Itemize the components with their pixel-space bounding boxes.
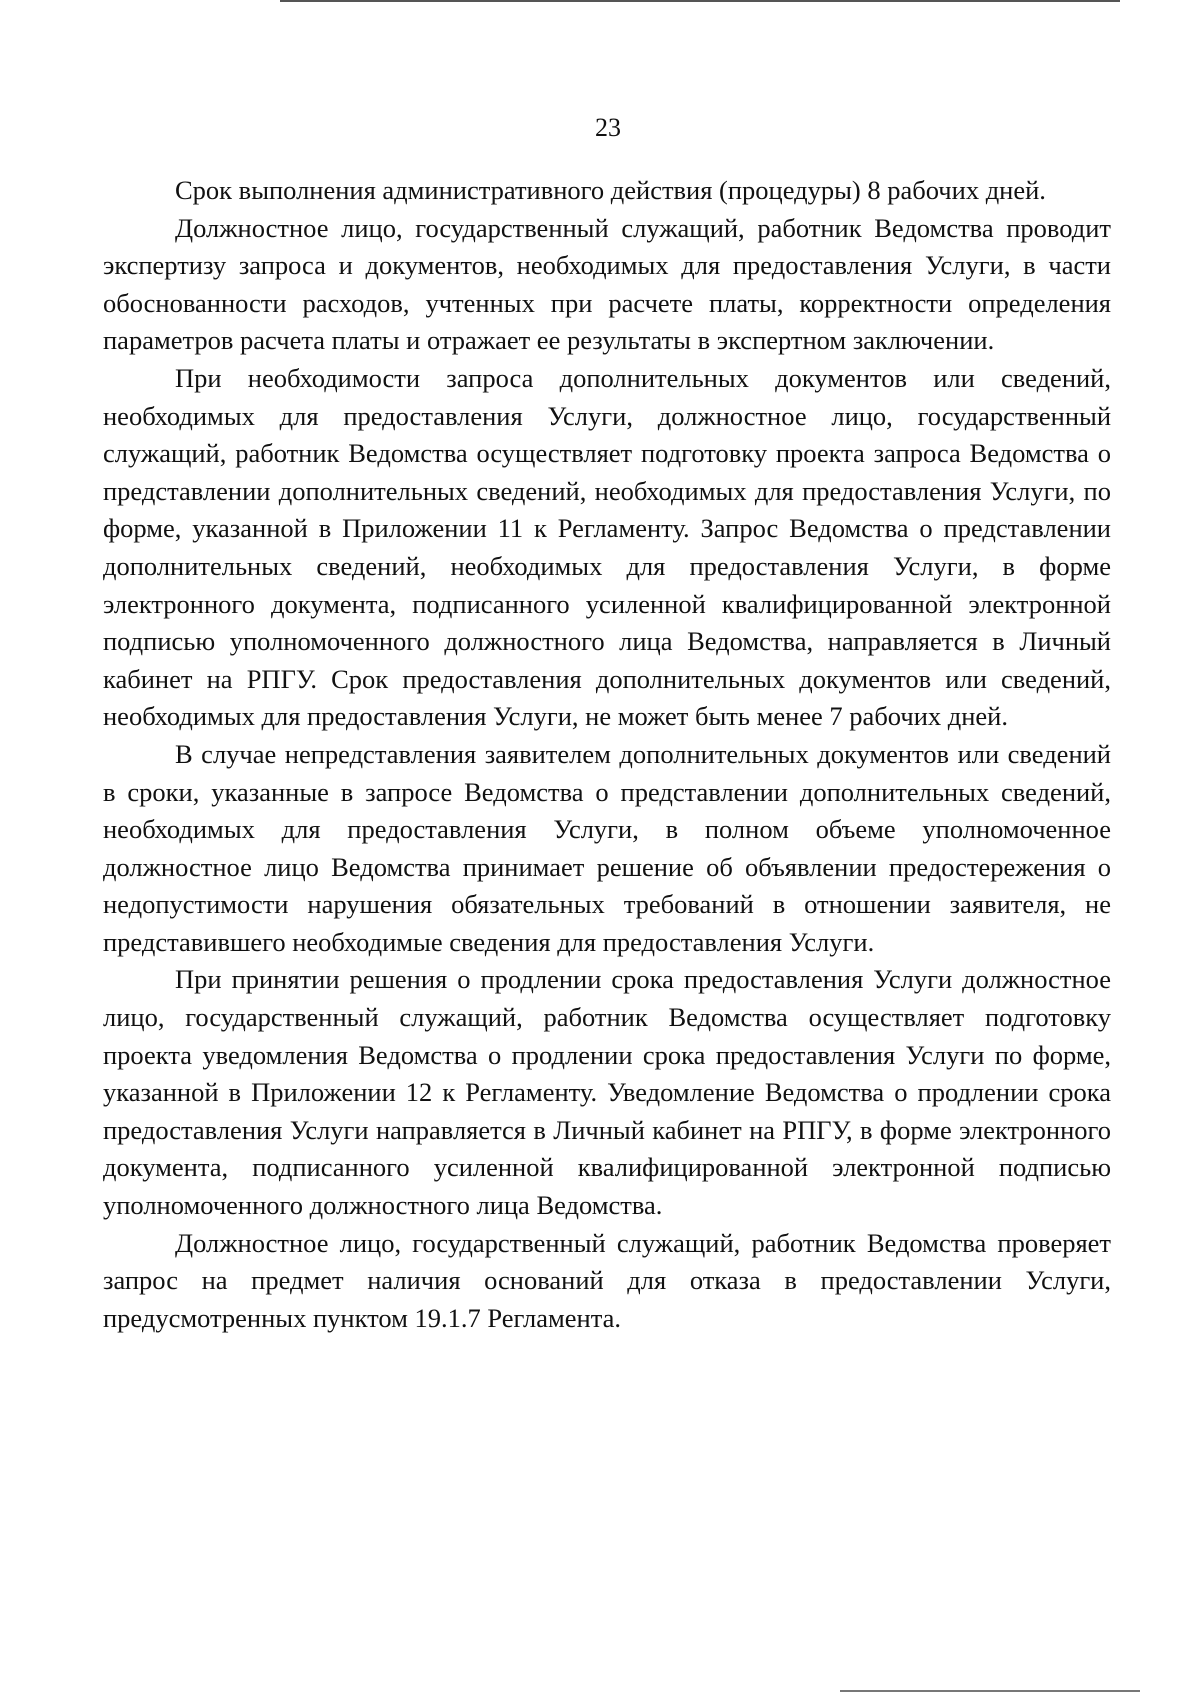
paragraph-additional-request: При необходимости запроса дополнительных документов или сведений, необходимых для предоставления Услуги, должностное лицо, государственный служащий, работник Ведомства осуществляет подготовку проекта запроса Ведомства о представлении дополнительных сведений, необходимых для предоставления Услуги, по форме, указанной в Приложении 11 к Регламенту. Запрос Ведомства о представлении дополнительных сведений, необходимых для предоставления Услуги, в форме электронного документа, подписанного усиленной квалифицированной электронной подписью уполномоченного должностного лица Ведомства, направляется в Личный кабинет на РПГУ. Срок предоставления дополнительных документов или сведений, необходимых для предоставления Услуги, не может быть менее 7 рабочих дней. — [103, 362, 1111, 732]
page-number: 23 — [595, 113, 621, 142]
scan-border-top — [280, 0, 1120, 2]
paragraph-deadline: Срок выполнения административного действия (процедуры) 8 рабочих дней. — [175, 175, 1046, 205]
paragraph-extension: При принятии решения о продлении срока предоставления Услуги должностное лицо, государственный служащий, работник Ведомства осуществляет подготовку проекта уведомления Ведомства о продлении срока предоставления Услуги по форме, указанной в Приложении 12 к Регламенту. Уведомление Ведомства о продлении срока предоставления Услуги направляется в Личный кабинет на РПГУ, в форме электронного документа, подписанного усиленной квалифицированной электронной подписью уполномоченного должностного лица Ведомства. — [103, 964, 1111, 1221]
paragraph-refusal-check: Должностное лицо, государственный служащий, работник Ведомства проверяет запрос на предмет наличия оснований для отказа в предоставлении Услуги, предусмотренных пунктом 19.1.7 Регламента. — [103, 1227, 1111, 1333]
paragraph-non-submission: В случае непредставления заявителем дополнительных документов или сведений в сроки, указанные в запросе Ведомства о представлении дополнительных сведений, необходимых для предоставления Услуги, в полном объеме уполномоченное должностное лицо Ведомства принимает решение об объявлении предостережения о недопустимости нарушения обязательных требований в отношении заявителя, не представившего необходимые сведения для предоставления Услуги. — [103, 738, 1111, 957]
scan-border-bottom — [840, 1690, 1140, 1692]
document-body — [103, 172, 1111, 1337]
paragraph-expertise: Должностное лицо, государственный служащий, работник Ведомства проводит экспертизу запроса и документов, необходимых для предоставления Услуги, в части обоснованности расходов, учтенных при расчете платы, корректности определения параметров расчета платы и отражает ее результаты в экспертном заключении. — [103, 212, 1111, 356]
